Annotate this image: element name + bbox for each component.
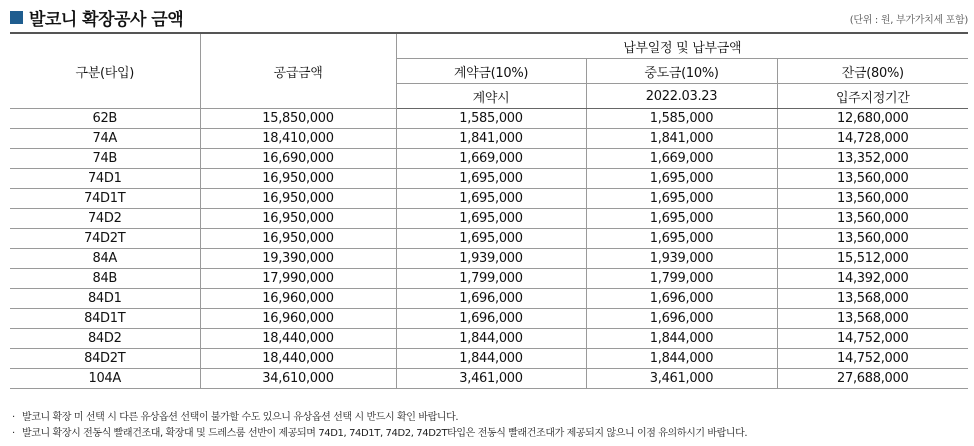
table-row — [10, 169, 968, 189]
table-row — [10, 349, 968, 369]
cell-type: 84D2 — [10, 329, 200, 349]
header-supply-amount: 공급금액 — [200, 33, 396, 109]
cell-balance: 12,680,000 — [777, 109, 968, 129]
cell-type: 74D1T — [10, 189, 200, 209]
header-type: 구분(타입) — [10, 33, 200, 109]
table-row — [10, 129, 968, 149]
cell-balance: 14,728,000 — [777, 129, 968, 149]
cell-balance: 13,352,000 — [777, 149, 968, 169]
cell-middle: 1,841,000 — [586, 129, 777, 149]
cell-balance: 14,392,000 — [777, 269, 968, 289]
footnotes — [12, 410, 967, 442]
cell-type: 84B — [10, 269, 200, 289]
footnote-item — [12, 410, 967, 426]
cell-type: 84D1 — [10, 289, 200, 309]
cell-type: 84A — [10, 249, 200, 269]
cell-middle: 1,669,000 — [586, 149, 777, 169]
cell-balance: 13,568,000 — [777, 289, 968, 309]
cell-balance: 27,688,000 — [777, 369, 968, 389]
cell-supply: 34,610,000 — [200, 369, 396, 389]
cell-supply: 17,990,000 — [200, 269, 396, 289]
table-row — [10, 369, 968, 389]
cell-balance: 13,568,000 — [777, 309, 968, 329]
cell-deposit: 1,696,000 — [396, 289, 586, 309]
cell-supply: 16,950,000 — [200, 169, 396, 189]
header-payment-schedule: 납부일정 및 납부금액 — [396, 33, 968, 59]
table-row — [10, 329, 968, 349]
cell-deposit: 1,695,000 — [396, 189, 586, 209]
table-row — [10, 309, 968, 329]
cell-middle: 1,844,000 — [586, 329, 777, 349]
header-deposit: 계약금(10%) — [396, 59, 586, 84]
table-row — [10, 189, 968, 209]
cell-balance: 13,560,000 — [777, 229, 968, 249]
bullet-dot-icon: · — [12, 428, 15, 439]
table-row — [10, 109, 968, 129]
cell-type: 74D2 — [10, 209, 200, 229]
unit-note: (단위 : 원, 부가가치세 포함) — [849, 15, 968, 26]
cell-supply: 16,950,000 — [200, 229, 396, 249]
cell-deposit: 1,939,000 — [396, 249, 586, 269]
cell-balance: 13,560,000 — [777, 189, 968, 209]
cell-middle: 1,939,000 — [586, 249, 777, 269]
cell-type: 62B — [10, 109, 200, 129]
cell-type: 74A — [10, 129, 200, 149]
table-row — [10, 149, 968, 169]
cell-balance: 15,512,000 — [777, 249, 968, 269]
cell-deposit: 1,844,000 — [396, 349, 586, 369]
cell-balance: 14,752,000 — [777, 349, 968, 369]
table-body — [10, 109, 968, 389]
cell-supply: 18,440,000 — [200, 329, 396, 349]
cell-type: 84D1T — [10, 309, 200, 329]
cell-deposit: 1,695,000 — [396, 209, 586, 229]
cell-type: 84D2T — [10, 349, 200, 369]
cell-deposit: 1,585,000 — [396, 109, 586, 129]
table-row — [10, 229, 968, 249]
cell-middle: 1,696,000 — [586, 309, 777, 329]
cell-balance: 13,560,000 — [777, 209, 968, 229]
bullet-dot-icon: · — [12, 412, 15, 423]
cell-middle: 1,695,000 — [586, 209, 777, 229]
cell-supply: 16,950,000 — [200, 209, 396, 229]
cell-deposit: 3,461,000 — [396, 369, 586, 389]
cell-type: 74D2T — [10, 229, 200, 249]
title-bar — [10, 4, 183, 30]
cell-supply: 19,390,000 — [200, 249, 396, 269]
table-row — [10, 249, 968, 269]
footnote-item — [12, 426, 967, 442]
cell-middle: 1,695,000 — [586, 169, 777, 189]
page-title: 발코니 확장공사 금액 — [29, 9, 184, 30]
footnote-text: 발코니 확장시 전동식 빨래건조대, 확장대 및 드레스룸 선반이 제공되며 74D1, 74D1T, 74D2, 74D2T타입은 전동식 빨래건조대가 제공되지 않으니 이점 유의하시기 바랍니다. — [22, 428, 748, 439]
cell-middle: 1,799,000 — [586, 269, 777, 289]
cell-deposit: 1,669,000 — [396, 149, 586, 169]
cell-supply: 16,960,000 — [200, 309, 396, 329]
table-row — [10, 269, 968, 289]
cell-type: 74B — [10, 149, 200, 169]
cell-deposit: 1,695,000 — [396, 229, 586, 249]
cell-deposit: 1,799,000 — [396, 269, 586, 289]
cell-middle: 1,696,000 — [586, 289, 777, 309]
header-middle-date: 2022.03.23 — [586, 84, 777, 109]
cell-balance: 14,752,000 — [777, 329, 968, 349]
cell-supply: 15,850,000 — [200, 109, 396, 129]
cell-supply: 16,960,000 — [200, 289, 396, 309]
table-row — [10, 289, 968, 309]
table-row — [10, 209, 968, 229]
cell-supply: 18,440,000 — [200, 349, 396, 369]
header-balance: 잔금(80%) — [777, 59, 968, 84]
square-bullet-icon — [10, 11, 23, 24]
cell-supply: 18,410,000 — [200, 129, 396, 149]
cell-deposit: 1,695,000 — [396, 169, 586, 189]
footnote-text: 발코니 확장 미 선택 시 다른 유상옵션 선택이 불가할 수도 있으니 유상옵션 선택 시 반드시 확인 바랍니다. — [22, 412, 459, 423]
cell-balance: 13,560,000 — [777, 169, 968, 189]
cell-type: 74D1 — [10, 169, 200, 189]
price-table — [10, 32, 968, 389]
cell-middle: 1,844,000 — [586, 349, 777, 369]
header-middle-payment: 중도금(10%) — [586, 59, 777, 84]
cell-deposit: 1,844,000 — [396, 329, 586, 349]
header-deposit-timing: 계약시 — [396, 84, 586, 109]
cell-deposit: 1,696,000 — [396, 309, 586, 329]
cell-supply: 16,950,000 — [200, 189, 396, 209]
cell-middle: 1,585,000 — [586, 109, 777, 129]
cell-middle: 1,695,000 — [586, 229, 777, 249]
header-balance-timing: 입주지정기간 — [777, 84, 968, 109]
cell-supply: 16,690,000 — [200, 149, 396, 169]
cell-type: 104A — [10, 369, 200, 389]
cell-middle: 3,461,000 — [586, 369, 777, 389]
cell-deposit: 1,841,000 — [396, 129, 586, 149]
table-header — [10, 33, 968, 109]
cell-middle: 1,695,000 — [586, 189, 777, 209]
